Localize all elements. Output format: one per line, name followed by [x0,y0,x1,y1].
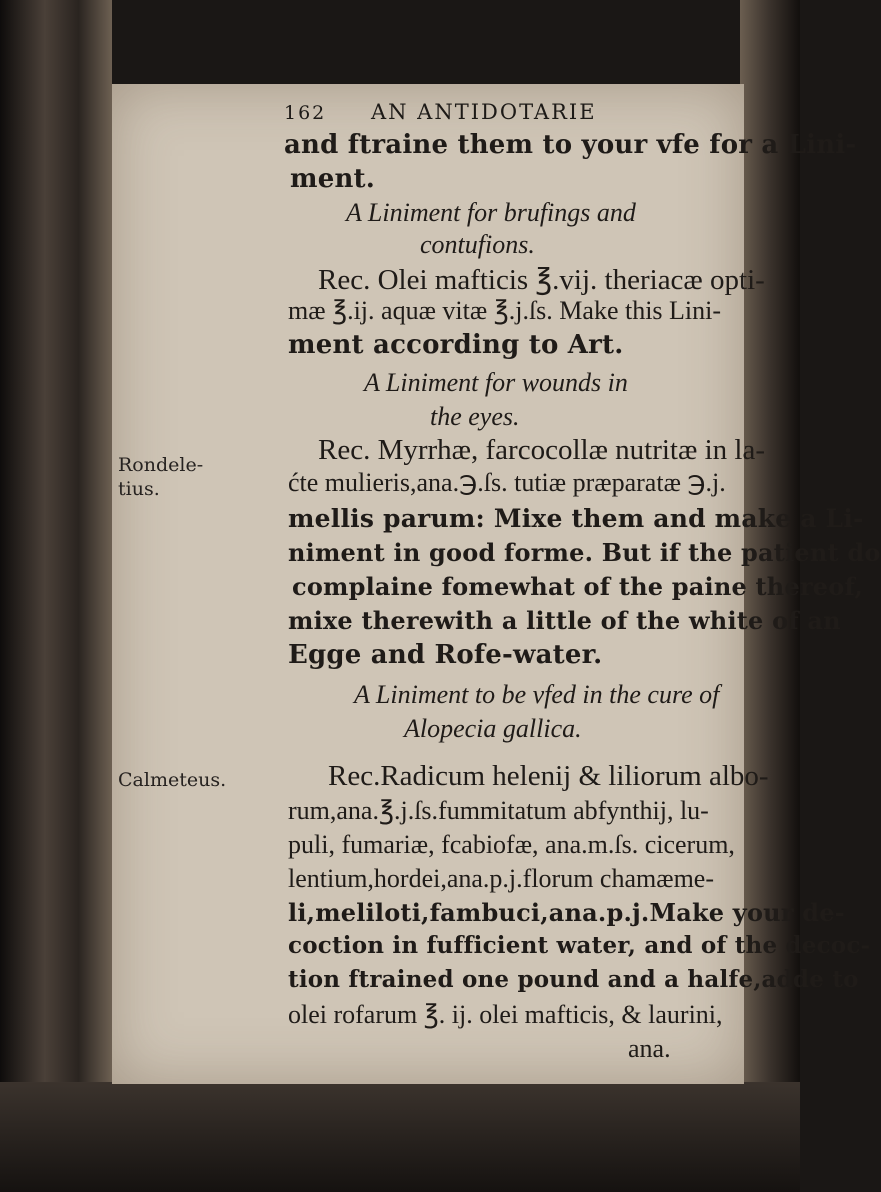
text-line: olei rofarum ℥. ij. olei mafticis, & laurini, [288,1000,723,1029]
text-line: puli, fumariæ, fcabiofæ, ana.m.ſs. cicerum, [288,830,735,859]
book-page [112,84,881,1084]
text-line: ment. [290,164,376,194]
text-line: mixe therewith a little of the white of an [288,606,841,635]
text-line: rum,ana.℥.j.ſs.fummitatum abfynthij, lu- [288,796,709,825]
running-header [284,100,597,124]
text-line: tion ftrained one pound and a halfe,adde to [288,966,859,993]
text-line: complaine fomewhat of the paine thereof, [292,572,864,601]
text-line: mellis parum: Mixe them and make a Li- [288,504,864,533]
margin-note-rondeletius-cont: tius. [118,478,160,500]
page-number: 162 [284,102,327,124]
text-line: mæ ℥.ij. aquæ vitæ ℥.j.ſs. Make this Lini- [288,296,722,325]
text-line: ćte mulieris,ana.℈.ſs. tutiæ præparatæ ℈.j. [288,468,726,497]
recipe-heading: the eyes. [430,402,520,431]
text-line: li,meliloti,fambuci,ana.p.j.Make your de- [288,898,845,927]
text-line: Egge and Rofe-water. [288,640,603,670]
recipe-heading: contufions. [420,230,535,259]
recipe-heading: A Liniment to be vfed in the cure of [354,680,720,709]
catchword: ana. [628,1034,671,1063]
text-line: niment in good forme. But if the patient do [288,538,881,567]
text-line: lentium,hordei,ana.p.j.florum chamæme- [288,864,714,893]
recipe-heading: Alopecia gallica. [404,714,582,743]
text-line: and ftraine them to your vfe for a Lini- [284,130,857,160]
text-line: ment according to Art. [288,330,624,360]
book-bottom-edge [0,1082,800,1192]
recipe-heading: A Liniment for wounds in [364,368,628,397]
margin-note-rondeletius: Rondele- [118,454,204,476]
running-title: AN ANTIDOTARIE [370,100,597,124]
text-line: Rec.Radicum helenij & liliorum albo- [328,760,769,792]
text-line: coction in fufficient water, and of the decoc- [288,932,871,959]
text-line: Rec. Myrrhæ, farcocollæ nutritæ in la- [318,434,765,466]
text-line: Rec. Olei mafticis ℥.vij. theriacæ opti- [318,264,765,296]
margin-note-calmeteus: Calmeteus. [118,769,227,791]
book-binding-left [0,0,112,1192]
recipe-heading: A Liniment for brufings and [346,198,636,227]
